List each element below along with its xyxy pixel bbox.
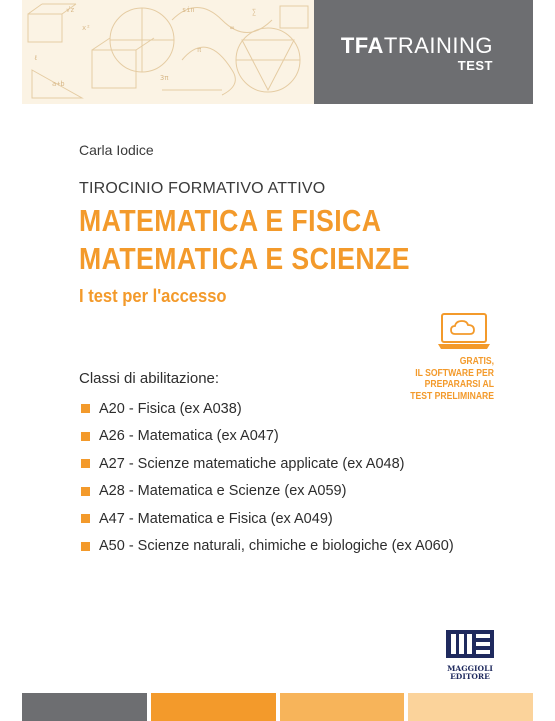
bullet-square-icon — [81, 432, 90, 441]
series-name: TIROCINIO FORMATIVO ATTIVO — [79, 180, 326, 197]
brand-title-rest: TRAINING — [383, 33, 493, 58]
class-list — [81, 395, 454, 560]
brand-title — [341, 33, 493, 59]
title-line-1: MATEMATICA E FISICA — [79, 203, 382, 238]
gratis-line: IL SOFTWARE PER — [415, 366, 494, 379]
cover-sketch-illustration — [22, 0, 314, 104]
geometry-sketch-icon — [22, 0, 314, 104]
bottom-color-bar — [22, 693, 533, 721]
list-item — [81, 395, 454, 423]
class-item-label: A20 - Fisica (ex A038) — [99, 400, 242, 417]
brand-subtitle: TEST — [457, 58, 493, 73]
bottom-bar-segment — [22, 693, 147, 721]
class-item-label: A26 - Matematica (ex A047) — [99, 428, 279, 445]
maggioli-logo-icon — [446, 630, 494, 658]
svg-text:∑: ∑ — [252, 8, 257, 16]
list-item — [81, 478, 454, 506]
brand-panel — [314, 0, 533, 104]
bullet-square-icon — [81, 514, 90, 523]
publisher-name — [446, 665, 494, 681]
bullet-square-icon — [81, 459, 90, 468]
svg-text:a+b: a+b — [52, 80, 65, 88]
svg-text:π: π — [197, 46, 202, 54]
class-item-label: A47 - Matematica e Fisica (ex A049) — [99, 510, 333, 527]
list-item — [81, 423, 454, 451]
bottom-bar-segment — [151, 693, 276, 721]
svg-text:sin: sin — [182, 6, 195, 14]
class-item-label: A50 - Scienze naturali, chimiche e biologiche (ex A060) — [99, 538, 454, 555]
bullet-square-icon — [81, 404, 90, 413]
class-item-label: A28 - Matematica e Scienze (ex A059) — [99, 483, 347, 500]
title-line-2: MATEMATICA E SCIENZE — [79, 241, 410, 276]
bullet-square-icon — [81, 487, 90, 496]
svg-text:3π: 3π — [160, 74, 169, 82]
classi-label: Classi di abilitazione: — [79, 370, 220, 387]
laptop-cloud-icon — [436, 312, 492, 352]
publisher-line: MAGGIOLI — [447, 664, 493, 673]
svg-text:ℓ: ℓ — [34, 54, 38, 62]
publisher-logo — [446, 630, 494, 681]
publisher-line: EDITORE — [450, 672, 490, 681]
gratis-line: TEST PRELIMINARE — [410, 389, 494, 402]
subtitle: I test per l'accesso — [79, 286, 227, 306]
svg-text:∞: ∞ — [230, 24, 235, 32]
gratis-line: PREPARARSI AL — [424, 378, 494, 390]
svg-text:x²: x² — [82, 24, 91, 32]
bottom-bar-segment — [408, 693, 533, 721]
list-item — [81, 533, 454, 561]
bullet-square-icon — [81, 542, 90, 551]
bottom-bar-segment — [280, 693, 405, 721]
list-item — [81, 450, 454, 478]
brand-title-bold: TFA — [340, 33, 384, 58]
class-item-label: A27 - Scienze matematiche applicate (ex A048) — [99, 455, 405, 472]
svg-text:√z: √z — [66, 6, 75, 14]
gratis-line: GRATIS, — [459, 355, 494, 367]
author-name: Carla Iodice — [79, 142, 154, 158]
list-item — [81, 505, 454, 533]
